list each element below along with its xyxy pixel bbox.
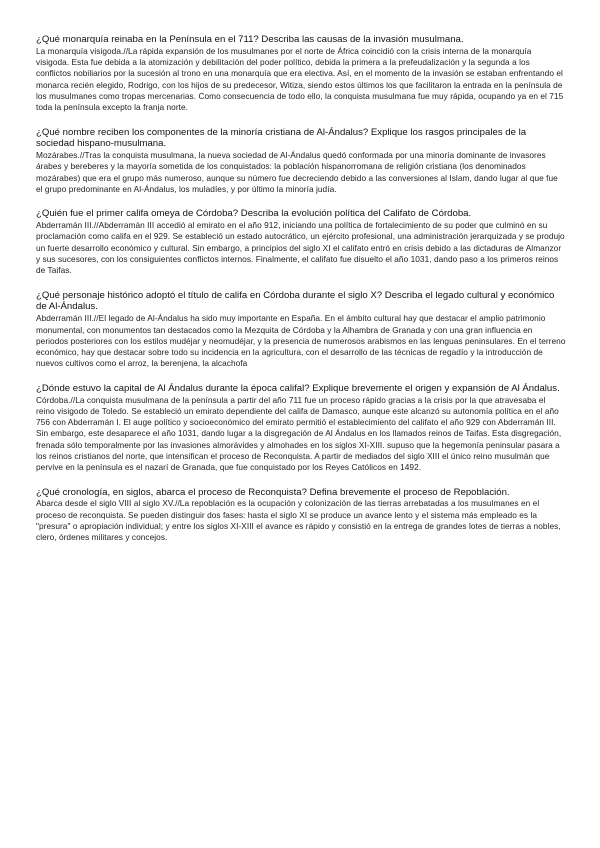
answer-5: Córdoba.//La conquista musulmana de la península a partir del año 711 fue un proceso rápido gracias a la crisis por la que atravesaba el reino visigodo de Toledo. Se estableció un emirato dependiente del califa de Damasco, aunque este alcanzó su autonomía política en el año 756 con Abderramán I. El auge político y socioeconómico del emirato permitió el establecimiento del califato el año 929 con Abderramán III. Sin embargo, este desaparece el año 1031, dando lugar a la disgregación de Al Ándalus en los llamados reinos de Taifas. Esta disgregación, frenada sólo temporalmente por las invasiones almorávides y almohades en los siglos XI-XIII. supuso que la hegemonía peninsular pasara a los reinos cristianos del norte, que intensifican el proceso de Reconquista. A partir de mediados del siglo XIII el único reino musulmán que pervive en la península es el nazarí de Granada, que fue conquistado por los Reyes Católicos en 1492. <box>36 394 562 473</box>
question-4: ¿Qué personaje histórico adoptó el título de califa en Córdoba durante el siglo X? Describa el legado cultural y económico de Al-Ándalus. <box>36 289 555 313</box>
document-page <box>36 34 566 557</box>
answer-3: Abderramán III.//Abderramán III accedió al emirato en el año 912, iniciando una política de fortalecimiento de su poder que culminó en su proclamación como califa en el 929. Se estableció un estado autocrático, un ejército profesional, una administración jerarquizada y se produjo un fuerte desarrollo económico y cultural. Sin embargo, a principios del siglo XI el califato entró en crisis debido a las dictaduras de Almanzor y sus sucesores, con los consiguientes conflictos internos. Finalmente, el califato fue disuelto el año 1031, dando paso a los primeros reinos de Taifas. <box>36 220 565 276</box>
question-3: ¿Quién fue el primer califa omeya de Córdoba? Describa la evolución política del Califato de Córdoba. <box>36 208 472 220</box>
answer-4: Abderramán III.//El legado de Al-Ándalus ha sido muy importante en España. En el ámbito cultural hay que destacar el amplio patrimonio monumental, con monumentos tan destacados como la Mezquita de Córdoba y la Alhambra de Granada y con una gran influencia en periodos posteriores con los estilos mudéjar y neomudéjar, y la presencia de numerosos arabismos en las lenguas peninsulares. En el terreno económico, hay que destacar sobre todo su incidencia en la agricultura, con el desarrollo de las técnicas de regadío y la introducción de nuevos cultivos como el arroz, la berenjena, la alcachofa <box>36 313 566 369</box>
qa-block-6 <box>36 487 566 544</box>
qa-block-3 <box>36 208 566 276</box>
question-2: ¿Qué nombre reciben los componentes de la minoría cristiana de Al-Ándalus? Explique los rasgos principales de la sociedad hispano-musulmana. <box>36 126 527 150</box>
question-5: ¿Dónde estuvo la capital de Al Ándalus durante la época califal? Explique brevemente el origen y expansión de Al Ándalus. <box>36 382 560 394</box>
qa-block-1 <box>36 34 566 114</box>
answer-6: Abarca desde el siglo VIII al siglo XV.//La repoblación es la ocupación y colonización de las tierras arrebatadas a los musulmanes en el proceso de reconquista. Se pueden distinguir dos fases: hasta el siglo XI se produce un avance lento y el sistema más empleado es la "presura" o apropiación individual; y entre los siglos XI-XIII el avance es rápido y consistió en la entrega de grandes lotes de tierras a nobles, clero, órdenes militares y concejos. <box>36 498 561 543</box>
qa-block-4 <box>36 290 566 370</box>
question-1: ¿Qué monarquía reinaba en la Península en el 711? Describa las causas de la invasión musulmana. <box>36 34 464 45</box>
qa-block-5 <box>36 383 566 474</box>
question-6: ¿Qué cronología, en siglos, abarca el proceso de Reconquista? Defina brevemente el proceso de Repoblación. <box>36 486 510 498</box>
answer-2: Mozárabes.//Tras la conquista musulmana, la nueva sociedad de Al-Ándalus quedó conformada por una minoría dominante de invasores árabes y bereberes y la mayoría sometida de los conquistados: la población hispanorromana de religión cristiana (los denominados mozárabes) que era el grupo más numeroso, aunque su número fue decreciendo debido a las conversiones al Islam, dando lugar al que fue el grupo predominante en Al-Ándalus, los muladíes, y por último la minoría judía. <box>36 150 558 195</box>
qa-block-2 <box>36 127 566 196</box>
answer-1: La monarquía visigoda.//La rápida expansión de los musulmanes por el norte de África coincidió con la crisis interna de la monarquía visigoda. Esta fue debida a la atomización y debilitación del poder político, debida la primera a la prefeudalización y la segunda a los conflictos nobiliarios por la sucesión al trono en una monarquía que era electiva. Así, en el momento de la invasión se estaban enfrentando el monarca recién elegido, Rodrigo, con los hijos de su predecesor, Witiza, siendo estos últimos los que facilitaron la entrada en la península de los musulmanes como tropas mercenarias. Como consecuencia de todo ello, la conquista musulmana fue muy rápida, ocupando ya en el 715 toda la península excepto la franja norte. <box>36 45 564 113</box>
